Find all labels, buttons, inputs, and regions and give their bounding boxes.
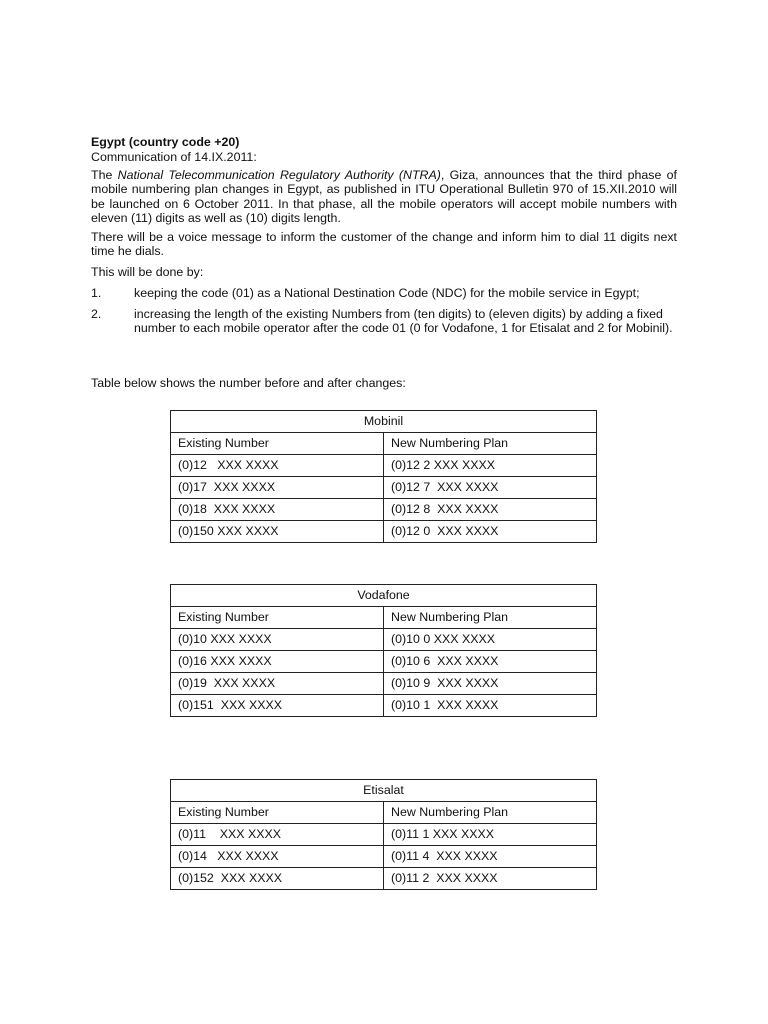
table-title-row (171, 585, 597, 607)
existing-number: (0)14 XXX XXXX (171, 846, 384, 868)
table-row (171, 477, 597, 499)
new-number: (0)10 1 XXX XXXX (384, 695, 597, 717)
page-title: Egypt (country code +20) (91, 135, 240, 149)
operator-name: Vodafone (171, 585, 597, 607)
column-header-new: New Numbering Plan (384, 607, 597, 629)
list-item-number: 1. (91, 286, 102, 300)
table-row (171, 824, 597, 846)
list-item-text: keeping the code (01) as a National Destination Code (NDC) for the mobile service in Egypt; (134, 286, 640, 300)
existing-number: (0)17 XXX XXXX (171, 477, 384, 499)
table-row (171, 846, 597, 868)
table-row (171, 868, 597, 890)
table-title-row (171, 780, 597, 802)
table-row (171, 455, 597, 477)
method-intro: This will be done by: (91, 265, 204, 279)
table-header-row (171, 802, 597, 824)
new-number: (0)10 6 XXX XXXX (384, 651, 597, 673)
new-number: (0)12 0 XXX XXXX (384, 521, 597, 543)
table-row (171, 695, 597, 717)
new-number: (0)11 4 XXX XXXX (384, 846, 597, 868)
communication-date: Communication of 14.IX.2011: (91, 150, 257, 164)
list-item-text: increasing the length of the existing Numbers from (ten digits) to (eleven digits) by adding a fixed number to each mobile operator after the code 01 (0 for Vodafone, 1 for Etisalat and 2 for Mobinil). (134, 307, 673, 336)
operator-name: Mobinil (171, 411, 597, 433)
existing-number: (0)12 XXX XXXX (171, 455, 384, 477)
column-header-existing: Existing Number (171, 607, 384, 629)
list-item-number: 2. (91, 307, 102, 321)
new-number: (0)11 2 XXX XXXX (384, 868, 597, 890)
new-number: (0)12 2 XXX XXXX (384, 455, 597, 477)
vodafone-table (170, 584, 597, 717)
operator-name: Etisalat (171, 780, 597, 802)
table-title-row (171, 411, 597, 433)
voice-message-paragraph: There will be a voice message to inform the customer of the change and inform him to dial 11 digits next time he dials. (91, 230, 677, 259)
announcement-paragraph (91, 168, 677, 226)
new-number: (0)12 8 XXX XXXX (384, 499, 597, 521)
authority-name: National Telecommunication Regulatory Authority (NTRA) (117, 168, 441, 182)
table-row (171, 651, 597, 673)
mobinil-table (170, 410, 597, 543)
table-row (171, 499, 597, 521)
new-number: (0)10 0 XXX XXXX (384, 629, 597, 651)
announcement-prefix: The (91, 168, 118, 182)
table-header-row (171, 433, 597, 455)
announcement-body: , Giza, announces that the third phase of mobile numbering plan changes in Egypt, as published in ITU Operational Bulletin 970 of 15.XII.2010 will be launched on 6 October 2011. In that phase, all the mobile operators will accept mobile numbers with eleven (11) digits as well as (10) digits length. (91, 168, 677, 226)
table-row (171, 521, 597, 543)
existing-number: (0)10 XXX XXXX (171, 629, 384, 651)
table-row (171, 629, 597, 651)
column-header-new: New Numbering Plan (384, 802, 597, 824)
table-intro: Table below shows the number before and after changes: (91, 376, 406, 390)
column-header-new: New Numbering Plan (384, 433, 597, 455)
column-header-existing: Existing Number (171, 433, 384, 455)
etisalat-table (170, 779, 597, 890)
table-header-row (171, 607, 597, 629)
existing-number: (0)11 XXX XXXX (171, 824, 384, 846)
new-number: (0)12 7 XXX XXXX (384, 477, 597, 499)
existing-number: (0)150 XXX XXXX (171, 521, 384, 543)
existing-number: (0)18 XXX XXXX (171, 499, 384, 521)
existing-number: (0)152 XXX XXXX (171, 868, 384, 890)
existing-number: (0)151 XXX XXXX (171, 695, 384, 717)
new-number: (0)11 1 XXX XXXX (384, 824, 597, 846)
existing-number: (0)16 XXX XXXX (171, 651, 384, 673)
existing-number: (0)19 XXX XXXX (171, 673, 384, 695)
column-header-existing: Existing Number (171, 802, 384, 824)
new-number: (0)10 9 XXX XXXX (384, 673, 597, 695)
table-row (171, 673, 597, 695)
